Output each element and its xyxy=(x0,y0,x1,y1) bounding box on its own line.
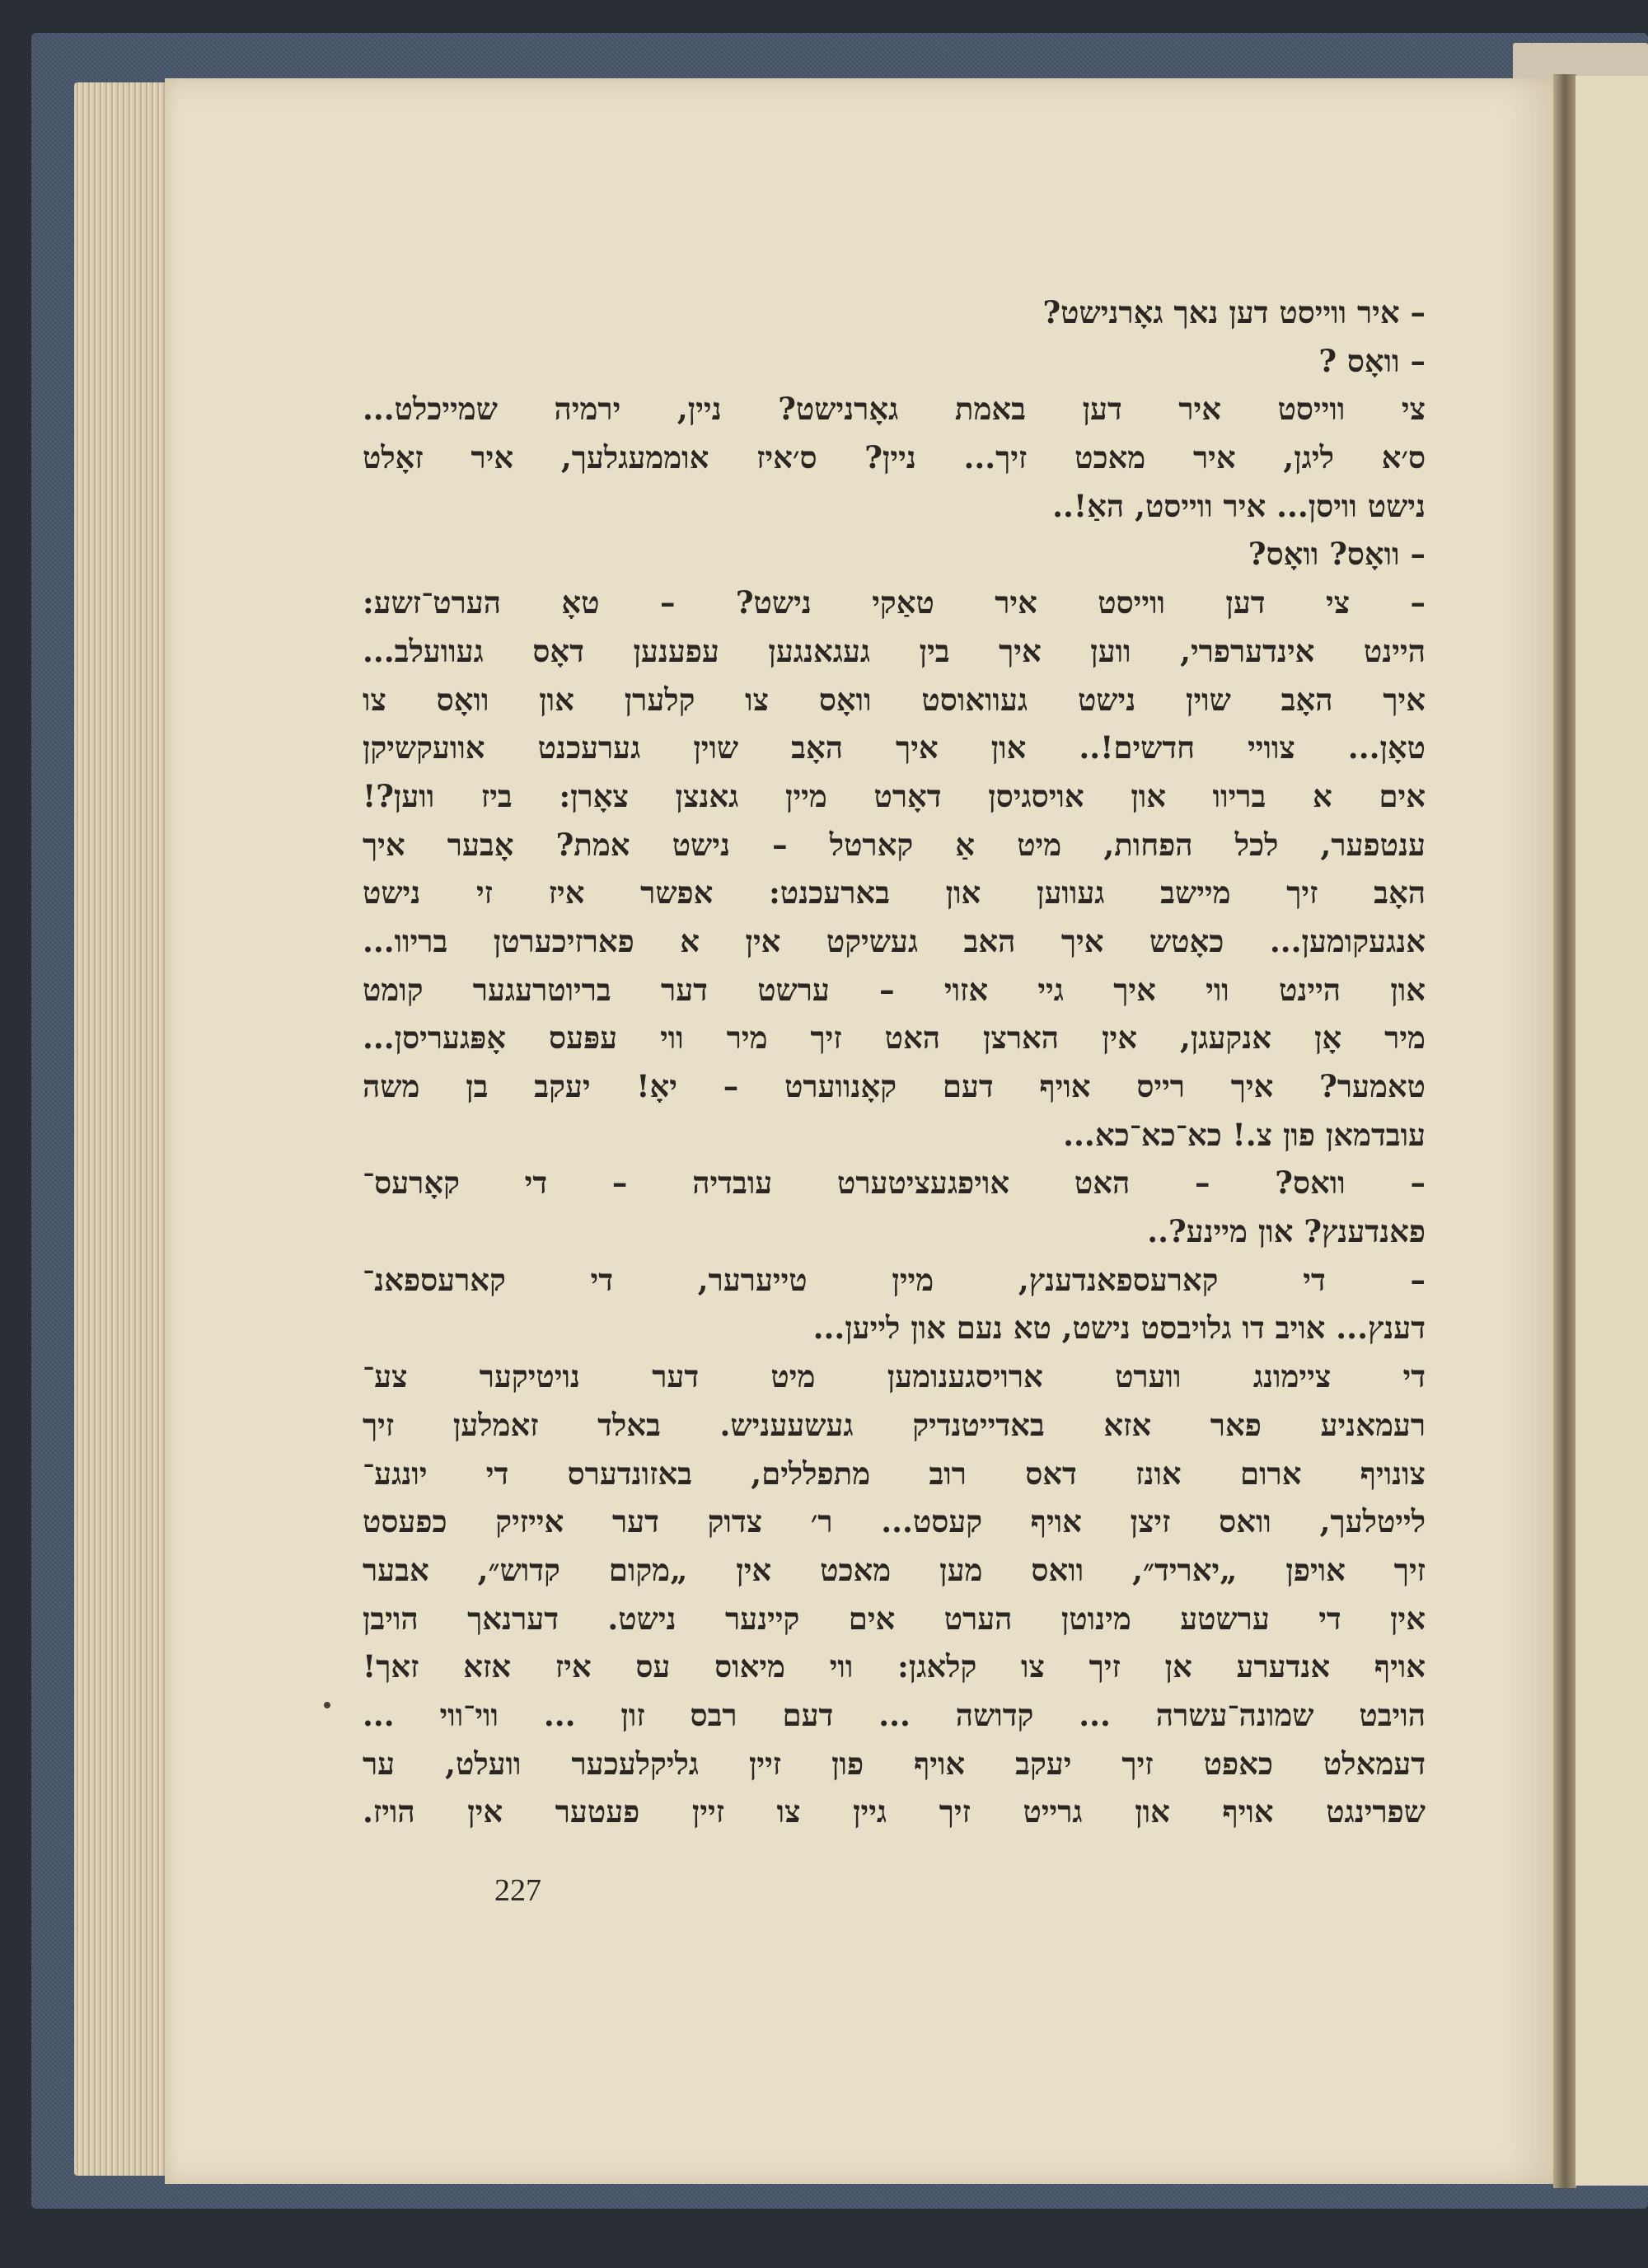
text-line: איך האָב שוין נישט געוואוסט וואָס צו קלערן און וואָס צו xyxy=(363,681,1426,718)
text-line: לייטלעך, וואס זיצן אויף קעסט... ר׳ צדוק דער אייזיק כפעסט xyxy=(363,1503,1426,1540)
text-line: זיך אויפן „יאריד״, וואס מען מאכט אין „מקום קדוש״, אבער xyxy=(363,1551,1426,1588)
text-line: האָב זיך מיישב געווען און בארעכנט: אפשר איז זי נישט xyxy=(363,874,1426,911)
text-line: – די קארעספאנדענץ, מיין טייערער, די קארעספאנ־ xyxy=(363,1261,1426,1298)
text-line: הויבט שמונה־עשרה ... קדושה ... דעם רבס זון ... ווי־ווי ... xyxy=(363,1696,1426,1733)
text-line: – צי דען ווייסט איר טאַקי נישט? – טאָ הערט־זשע: xyxy=(363,584,1426,621)
text-line: אים א בריוו און אויסגיסן דאָרט מיין גאנצן צאָרן: ביז ווען?! xyxy=(363,777,1426,814)
text-line: צונויף ארום אונז דאס רוב מתפללים, באזונדערס די יונגע־ xyxy=(363,1455,1426,1492)
text-line: אנגעקומען... כאָטש איך האב געשיקט אין א פארזיכערטן בריוו... xyxy=(363,922,1426,959)
page-body-text xyxy=(363,288,1426,1836)
text-line: טאמער? איך רייס אויף דעם קאָנווערט – יאָ! יעקב בן משה xyxy=(363,1068,1426,1104)
book-gutter xyxy=(1553,74,1576,2188)
text-line: דענץ... אויב דו גלויבסט נישט, טא נעם און לייען... xyxy=(812,1310,1426,1347)
page-number: 227 xyxy=(494,1873,541,1908)
text-line: טאָן... צוויי חדשים!.. און איך האָב שוין גערעכנט אוועקשיקן xyxy=(363,729,1426,766)
text-line: היינט אינדערפרי, ווען איך בין געגאנגען עפענען דאָס געוועלב... xyxy=(363,632,1426,669)
text-line: – איר ווייסט דען נאך גאָרנישט? xyxy=(1042,294,1426,330)
text-line: – וואס? – האט אויפגעציטערט עובדיה – די קאָרעס־ xyxy=(363,1164,1426,1202)
page-edges xyxy=(74,82,171,2176)
text-line: די ציימונג ווערט ארויסגענומען מיט דער נויטיקער צע־ xyxy=(363,1358,1426,1395)
text-line: אויף אנדערע אן זיך צו קלאגן: ווי מיאוס עס איז אזא זאך! xyxy=(363,1648,1426,1685)
text-line: נישט וויסן... איר ווייסט, האַ!.. xyxy=(1052,487,1426,524)
text-line: – וואָס? וואָס? xyxy=(1248,536,1426,573)
text-line: מיר אָן אנקעגן, אין הארצן האט זיך מיר ווי עפּעס אָפּגעריסן... xyxy=(363,1019,1426,1057)
text-line: צי ווייסט איר דען באמת גאָרנישט? ניין, ירמיה שמייכלט... xyxy=(363,391,1426,428)
text-line: ענטפער, לכל הפחות, מיט אַ קארטל – נישט אמת? אָבער איך xyxy=(363,826,1426,863)
facing-page-edge xyxy=(1575,76,1648,2186)
text-line: און היינט ווי איך גיי אזוי – ערשט דער בריוטרעגער קומט xyxy=(363,971,1426,1008)
text-line: רעמאניע פאר אזא באדייטנדיק געשעעניש. באלד זאמלען זיך xyxy=(363,1406,1426,1443)
text-line: עובדמאן פון צ.! כא־כא־כא... xyxy=(1063,1116,1426,1153)
text-line: – וואָס ? xyxy=(1318,342,1426,379)
text-line: אין די ערשטע מינוטן הערט אים קיינער נישט. דערנאך הויבן xyxy=(363,1600,1426,1637)
text-line: שפרינגט אויף און גרייט זיך גיין צו זיין פעטער אין הויז. xyxy=(363,1793,1426,1830)
margin-ink-dot xyxy=(324,1702,330,1708)
text-line: פאנדענץ? און מיינע?.. xyxy=(1147,1213,1426,1250)
text-line: דעמאלט כאפט זיך יעקב אויף פון זיין גליקלעכער וועלט, ער xyxy=(363,1745,1426,1782)
text-line: ס׳א ליגן, איר מאכט זיך... ניין? ס׳איז אוממעגלעך, איר זאָלט xyxy=(363,439,1426,476)
